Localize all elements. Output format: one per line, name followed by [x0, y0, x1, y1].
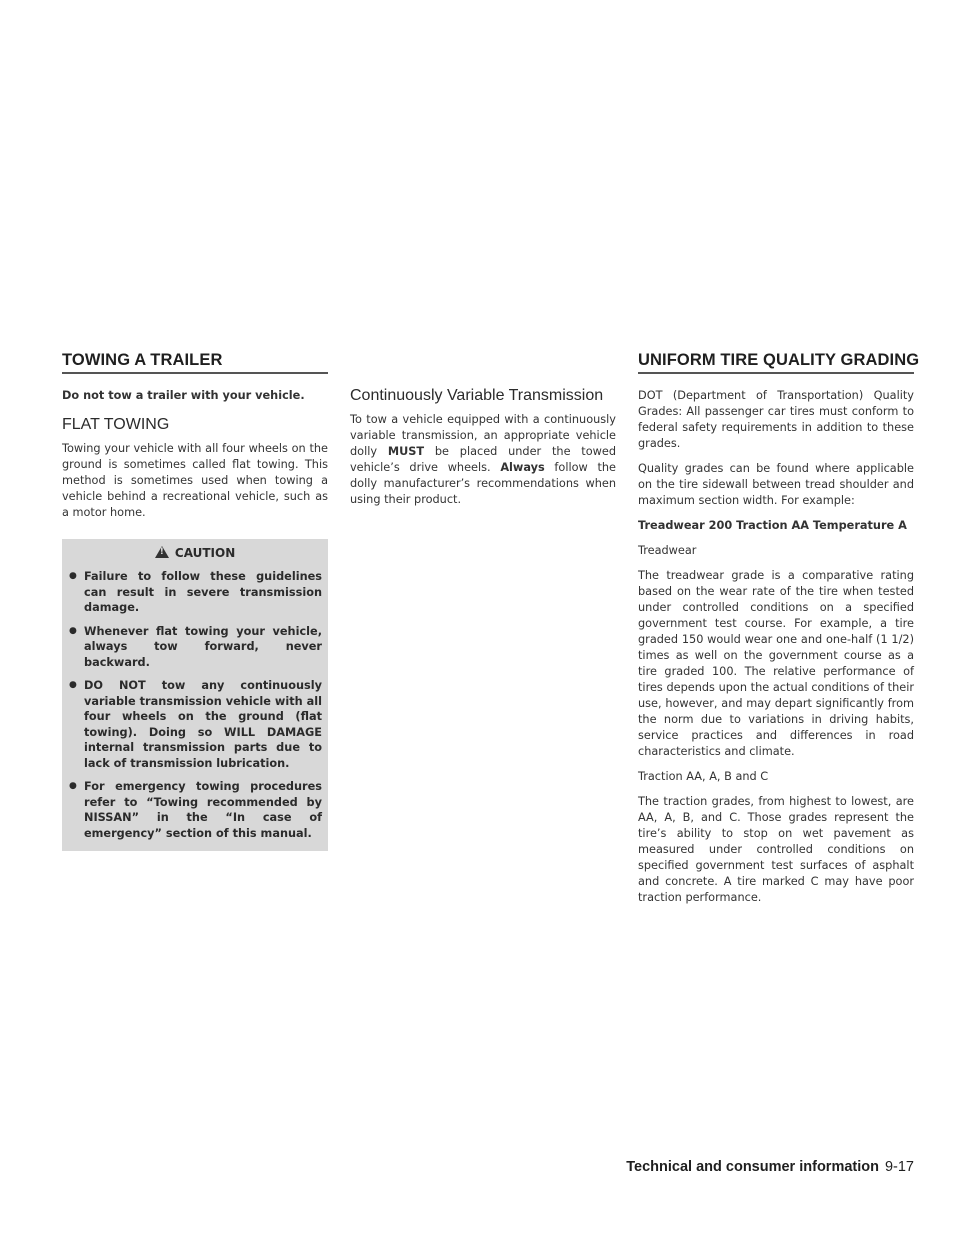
traction-paragraph: The traction grades, from highest to lowest, are AA, A, B, and C. Those grades represent the tire’s ability to stop on wet pavement as measured under controlled conditions on specified government test surfaces of asphalt and concrete. A tire marked C may have poor traction performance. [638, 795, 914, 904]
header-rule-left [62, 372, 328, 374]
dot-paragraph: DOT (Department of Transportation) Quality Grades: All passenger car tires must conform to federal safety requirements in addition to these grades. [638, 389, 914, 450]
caution-header [68, 545, 322, 561]
cvt-always: Always [500, 461, 545, 474]
cvt-text-2: be placed under the towed vehicle’s drive wheels. [350, 445, 616, 474]
flat-towing-paragraph: Towing your vehicle with all four wheels on the ground is sometimes called flat towing. This method is sometimes used when towing a vehicle behind a recreational vehicle, such as a motor home. [62, 442, 328, 519]
column-tire-grading [638, 388, 914, 915]
section-header-towing: TOWING A TRAILER [62, 351, 223, 369]
caution-item-text: Whenever flat towing your vehicle, always tow forward, never backward. [84, 624, 322, 669]
caution-item-text: DO NOT tow any continuously variable transmission vehicle with all four wheels on the ground (flat towing). Doing so WILL DAMAGE internal transmission parts due to lack of transmission lubrication. [84, 679, 322, 770]
cvt-must: MUST [387, 445, 425, 458]
section-header-tire-grading: UNIFORM TIRE QUALITY GRADING [638, 351, 920, 369]
column-towing [62, 388, 328, 851]
cvt-heading: Continuously Variable Transmission [350, 387, 604, 404]
caution-title: CAUTION [174, 546, 236, 560]
caution-item-text: For emergency towing procedures refer to “Towing recommended by NISSAN” in the “In case of emergency” section of this manual. [84, 780, 322, 840]
bullet-icon: ● [69, 680, 77, 690]
no-trailer-notice: Do not tow a trailer with your vehicle. [62, 389, 305, 402]
caution-item [68, 569, 322, 616]
caution-box [62, 539, 328, 851]
caution-list [68, 569, 322, 841]
header-rule-right [638, 372, 914, 374]
traction-label: Traction AA, A, B and C [638, 770, 769, 783]
grading-example: Treadwear 200 Traction AA Temperature A [638, 519, 907, 532]
warning-triangle-icon: ! [155, 546, 169, 558]
quality-grades-paragraph: Quality grades can be found where applicable on the tire sidewall between tread shoulder and maximum section width. For example: [638, 462, 914, 507]
caution-item [68, 624, 322, 671]
caution-item [68, 678, 322, 771]
treadwear-label: Treadwear [638, 544, 697, 557]
cvt-text-3: follow the dolly manufacturer’s recommendations when using their product. [350, 461, 616, 506]
page-footer [626, 1158, 914, 1176]
treadwear-paragraph: The treadwear grade is a comparative rating based on the wear rate of the tire when tested under controlled conditions on a specified government test course. For example, a tire graded 150 would wear one and one-half (1 1/2) times as well on the government course as a tire graded 100. The relative performance of tires depends upon the actual conditions of their use, however, and may depart significantly from the norm due to variations in driving habits, service practices and differences in road characteristics and climate. [638, 569, 914, 758]
bullet-icon: ● [69, 781, 77, 791]
column-cvt [350, 388, 616, 517]
bullet-icon: ● [69, 625, 77, 636]
cvt-paragraph [350, 412, 616, 508]
footer-section-title: Technical and consumer information [626, 1159, 879, 1175]
page-number: 9-17 [884, 1159, 914, 1175]
cvt-text-1: To tow a vehicle equipped with a continuously variable transmission, an appropriate vehicle dolly [350, 413, 616, 458]
bullet-icon: ● [69, 571, 77, 581]
caution-item [68, 779, 322, 841]
caution-item-text: Failure to follow these guidelines can result in severe transmission damage. [84, 570, 322, 614]
flat-towing-heading: FLAT TOWING [62, 416, 170, 433]
